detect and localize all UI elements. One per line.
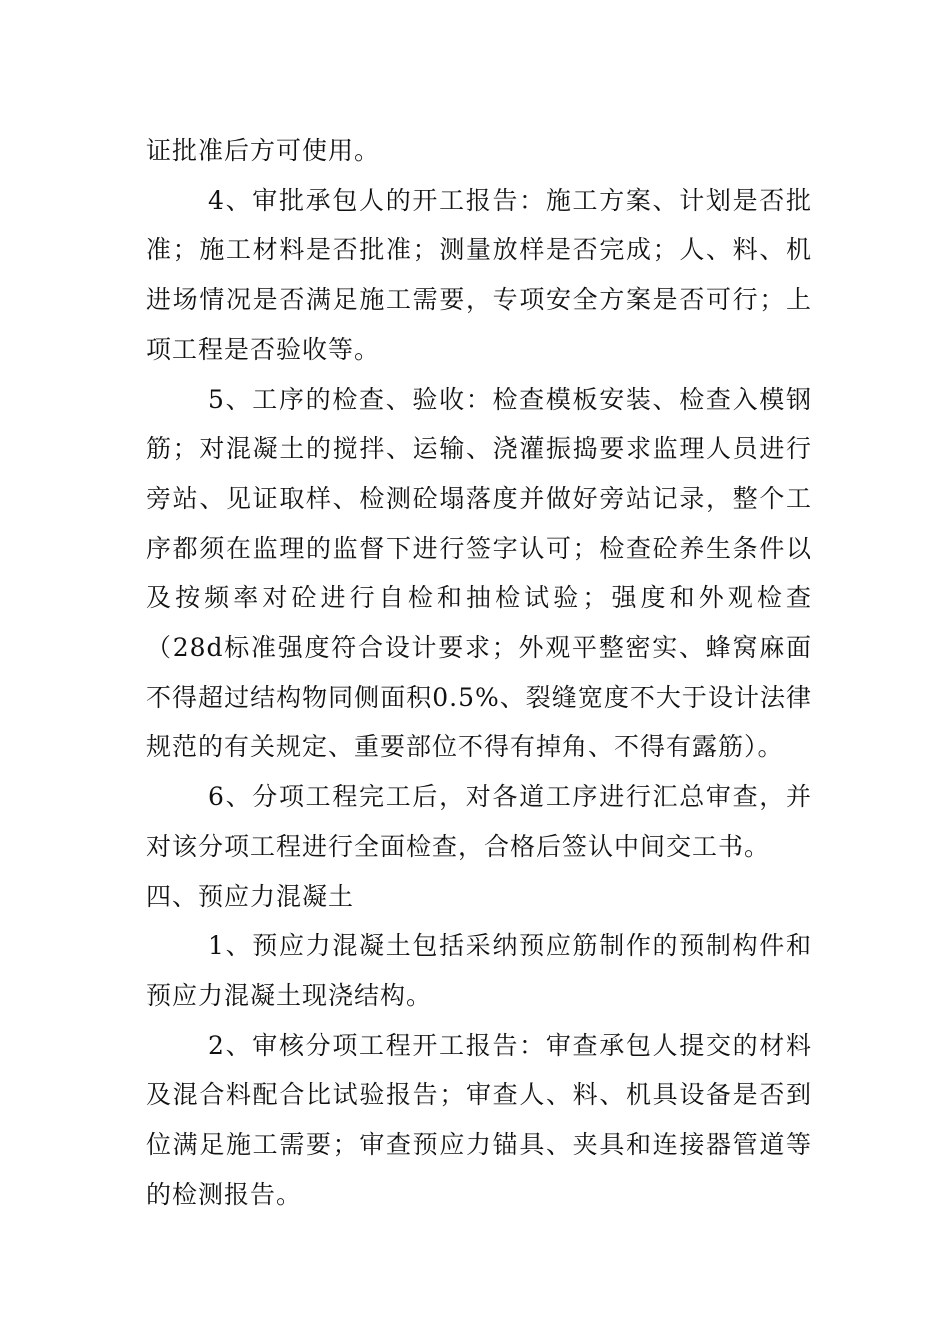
paragraph-item-5: 5、工序的检查、验收：检查模板安装、检查入模钢筋；对混凝土的搅拌、运输、浇灌振捣要求监理人员进行旁站、见证取样、检测砼塌落度并做好旁站记录，整个工序都须在监理的监督下进行签字认可；检查砼养生条件以及按频率对砼进行自检和抽检试验；强度和外观检查（28d标准强度符合设计要求；外观平整密实、蜂窝麻面不得超过结构物同侧面积0.5%、裂缝宽度不大于设计法律规范的有关规定、重要部位不得有掉角、不得有露筋）。	[146, 384, 812, 762]
document-body	[146, 126, 812, 1219]
section-heading: 四、预应力混凝土	[146, 881, 355, 911]
paragraph-item-2: 2、审核分项工程开工报告：审查承包人提交的材料及混合料配合比试验报告；审查人、料、机具设备是否到位满足施工需要；审查预应力锚具、夹具和连接器管道等的检测报告。	[146, 1030, 812, 1209]
paragraph-item-6: 6、分项工程完工后，对各道工序进行汇总审查，并对该分项工程进行全面检查，合格后签认中间交工书。	[146, 782, 812, 861]
paragraph-item-4: 4、审批承包人的开工报告：施工方案、计划是否批准；施工材料是否批准；测量放样是否完成；人、料、机进场情况是否满足施工需要，专项安全方案是否可行；上项工程是否验收等。	[146, 185, 812, 364]
paragraph-item-1: 1、预应力混凝土包括采纳预应筋制作的预制构件和预应力混凝土现浇结构。	[146, 931, 812, 1010]
paragraph-continuation: 证批准后方可使用。	[146, 136, 381, 165]
